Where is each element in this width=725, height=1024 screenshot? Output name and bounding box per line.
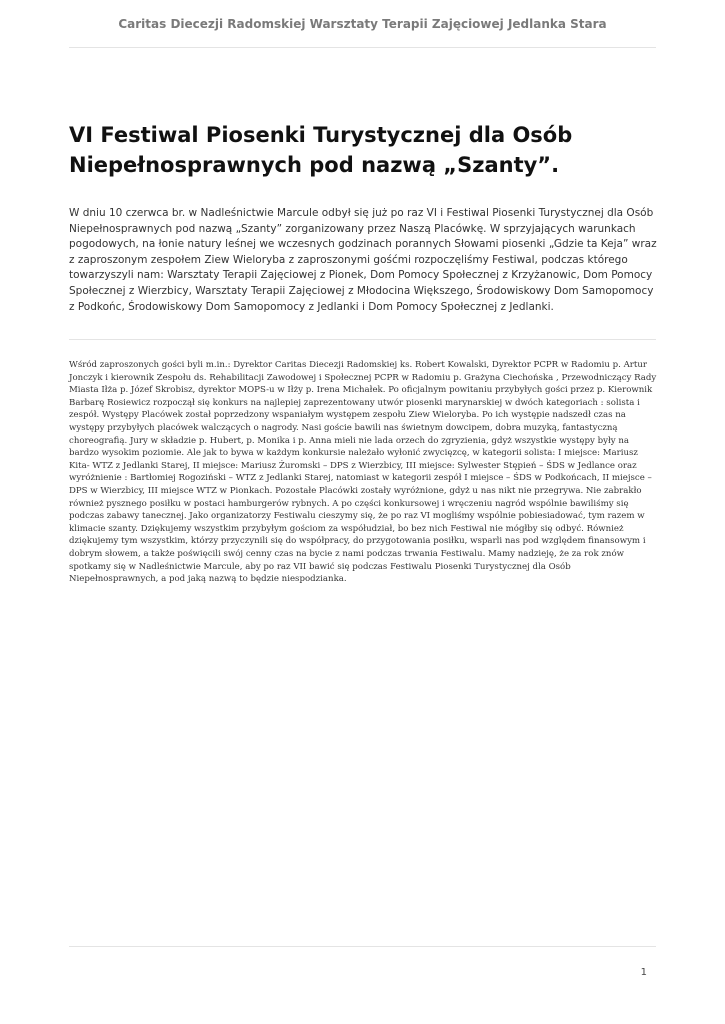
section-divider (69, 339, 656, 340)
footer-divider (69, 946, 656, 947)
page-number: 1 (640, 967, 647, 978)
article-lead-paragraph: W dniu 10 czerwca br. w Nadleśnictwie Marcule odbył się już po raz VI i Festiwal Piosenki Turystycznej dla Osób Niepełnosprawnych pod nazwą „Szanty” zorganizowany przez Naszą Placówkę. W sprzyjających warunkach pogodowych, na łonie natury leśnej we wczesnych godzinach porannych Słowami piosenki „Gdzie ta Keja” wraz z zaproszonym zespołem Ziew Wieloryba z zaproszonymi gośćmi rozpoczęliśmy Festiwal, podczas którego towarzyszyli nam: Warsztaty Terapii Zajęciowej z Pionek, Dom Pomocy Społecznej z Krzyżanowic, Dom Pomocy Społecznej z Wierzbicy, Warsztaty Terapii Zajęciowej z Młodocina Większego, Środowiskowy Dom Samopomocy z Podkońc, Środowiskowy Dom Samopomocy z Jedlanki i Dom Pomocy Społecznej z Jedlanki. (69, 207, 657, 313)
header-divider (69, 47, 656, 48)
article-title: VI Festiwal Piosenki Turystycznej dla Osób Niepełnosprawnych pod nazwą „Szanty”. (69, 123, 573, 177)
site-header-title: Caritas Diecezji Radomskiej Warsztaty Terapii Zajęciowej Jedlanka Stara (118, 17, 607, 31)
article-body-paragraph: Wśród zaproszonych gości byli m.in.: Dyrektor Caritas Diecezji Radomskiej ks. Robert Kowalski, Dyrektor PCPR w Radomiu p. Artur Jonczyk i kierownik Zespołu ds. Rehabilitacji Zawodowej i Społecznej PCPR w Radomiu p. Grażyna Ciechońska , Przewodniczący Rady Miasta Iłża p. Józef Skrobisz, dyrektor MOPS-u w Iłży p. Irena Michałek. Po oficjalnym powitaniu przybyłych gości przez p. Kierownik Barbarę Rosiewicz rozpoczął się konkurs na najlepiej zaprezentowany utwór piosenki marynarskiej w dwóch kategoriach : solista i zespół. Występy Placówek został poprzedzony wspaniałym występem zespołu Ziew Wieloryba. Po ich występie nadszedł czas na występy przybyłych placówek walczących o nagrody. Nasi goście bawili nas świetnym dowcipem, dobra muzyką, fantastyczną choreografią. Jury w składzie p. Hubert, p. Monika i p. Anna mieli nie lada orzech do zgryzienia, gdyż wszystkie występy były na bardzo wysokim poziomie. Ale jak to bywa w każdym konkursie należało wyłonić zwycięzcę, w kategorii solista: I miejsce: Mariusz Kita- WTZ z Jedlanki Starej, II miejsce: Mariusz Żuromski – DPS z Wierzbicy, III miejsce: Sylwester Stępień – ŚDS w Jedlance oraz wyróżnienie : Bartłomiej Rogoziński – WTZ z Jedlanki Starej, natomiast w kategorii zespół I miejsce – ŚDS w Podkońcach, II miejsce – DPS w Wierzbicy, III miejsce WTZ w Pionkach. Pozostałe Placówki zostały wyróżnione, gdyż u nas nikt nie przegrywa. Nie zabrakło również pysznego posiłku w postaci hamburgerów rybnych. A po części konkursowej i wręczeniu nagród wspólnie bawiliśmy się podczas zabawy tanecznej. Jako organizatorzy Festiwalu cieszymy się, że po raz VI mogliśmy wspólnie pobiesiadować, tym razem w klimacie szanty. Dziękujemy wszystkim przybyłym gościom za współudział, bo bez nich Festiwal nie mógłby się odbyć. Również dziękujemy tym wszystkim, którzy przyczynili się do współpracy, do przygotowania posiłku, wsparli nas pod względem finansowym i dobrym słowem, a także poświęcili swój cenny czas na bycie z nami podczas trwania Festiwalu. Mamy nadzieję, że za rok znów spotkamy się w Nadleśnictwie Marcule, aby po raz VII bawić się podczas Festiwalu Piosenki Turystycznej dla Osób Niepełnosprawnych, a pod jaką nazwą to będzie niespodzianka. (69, 360, 657, 585)
